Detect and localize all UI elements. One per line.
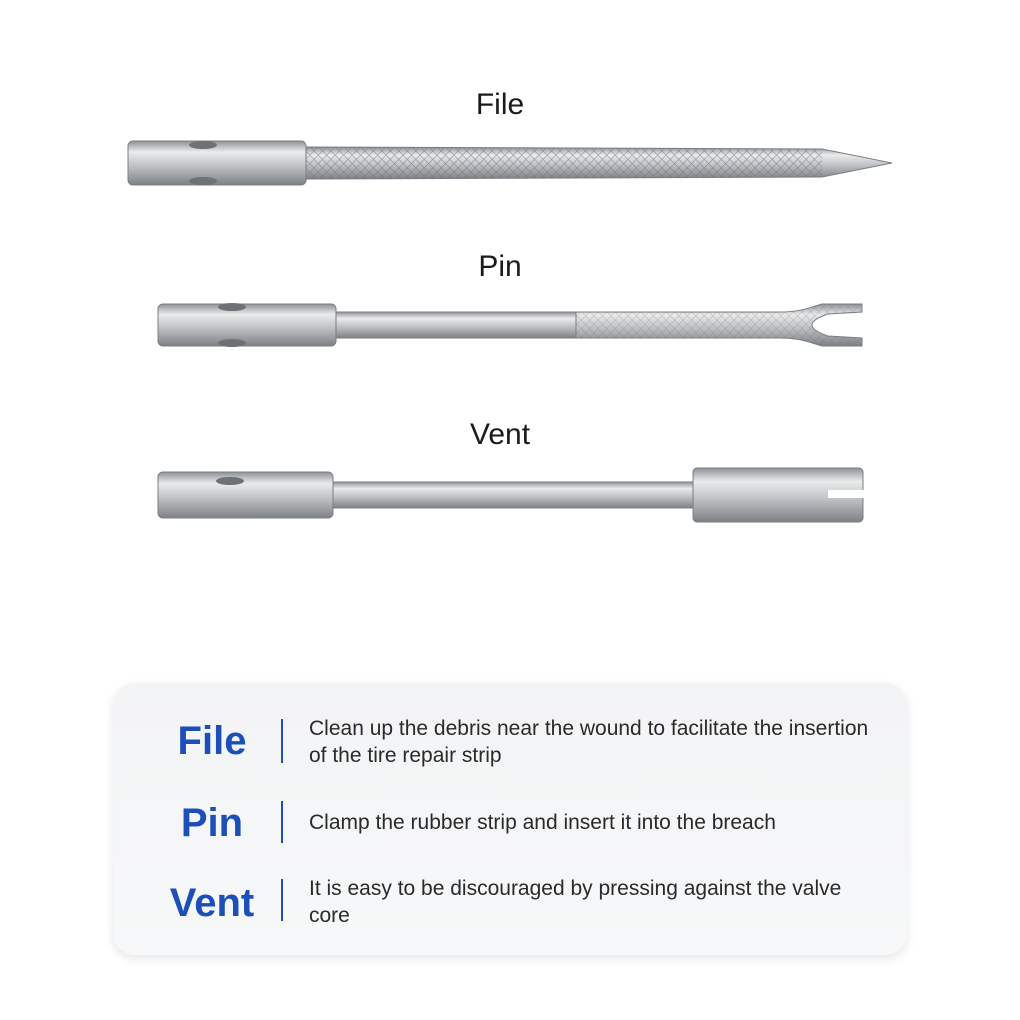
file-tool-label: File [475,88,525,121]
legend-description: Clean up the debris near the wound to facilitate the insertion of the tire repair strip [309,717,869,767]
file-tool-image [0,125,1020,205]
pin-tool-image [0,290,1020,360]
legend-description: It is easy to be discouraged by pressing against the valve core [309,877,842,927]
legend-row-file [113,715,907,775]
vent-tool-label: Vent [469,418,531,451]
divider [281,801,283,843]
divider [281,719,283,763]
legend-description: Clamp the rubber strip and insert it into the breach [309,811,776,834]
legend-card [113,683,907,955]
pin-tool-label: Pin [478,250,522,283]
legend-row-vent [113,873,907,933]
vent-tool-image [0,460,1020,530]
legend-name: Vent [169,881,255,925]
divider [281,879,283,921]
legend-name: File [177,719,247,763]
legend-name: Pin [180,801,244,845]
legend-row-pin [113,797,907,847]
